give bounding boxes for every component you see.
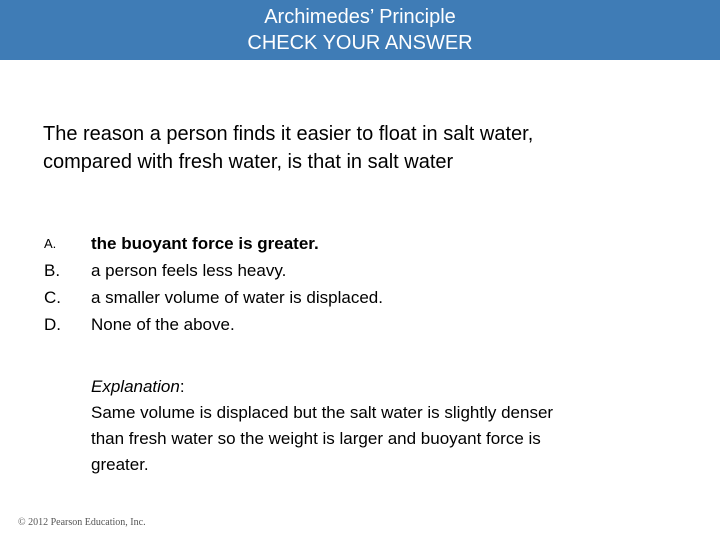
choice-d <box>44 311 664 338</box>
explanation <box>91 374 651 478</box>
choice-a-text: the buoyant force is greater. <box>91 234 319 253</box>
choice-c-text: a smaller volume of water is displaced. <box>91 288 383 307</box>
slide-title: Archimedes’ Principle <box>264 6 456 28</box>
slide-subtitle: CHECK YOUR ANSWER <box>247 32 473 54</box>
explanation-line-1: Same volume is displaced but the salt water is slightly denser <box>91 403 554 422</box>
slide-header <box>0 0 720 60</box>
explanation-heading <box>91 374 651 400</box>
choice-c <box>44 284 664 311</box>
question-line-1: The reason a person finds it easier to float in salt water, <box>43 123 534 145</box>
answer-choices <box>44 230 664 338</box>
copyright-notice: © 2012 Pearson Education, Inc. <box>18 517 146 528</box>
choice-c-letter: C. <box>44 288 61 307</box>
choice-b <box>44 257 664 284</box>
explanation-line-2: than fresh water so the weight is larger and buoyant force is <box>91 429 541 448</box>
choice-a-letter: A. <box>44 236 57 251</box>
choice-d-text: None of the above. <box>91 315 235 334</box>
explanation-line-3: greater. <box>91 455 149 474</box>
choice-a <box>44 230 664 257</box>
question-text <box>43 120 693 176</box>
explanation-colon: : <box>179 377 185 396</box>
explanation-label: Explanation <box>91 377 180 396</box>
choice-b-text: a person feels less heavy. <box>91 261 287 280</box>
question-line-2: compared with fresh water, is that in salt water <box>43 151 454 173</box>
choice-b-letter: B. <box>44 261 61 280</box>
choice-d-letter: D. <box>44 315 61 334</box>
